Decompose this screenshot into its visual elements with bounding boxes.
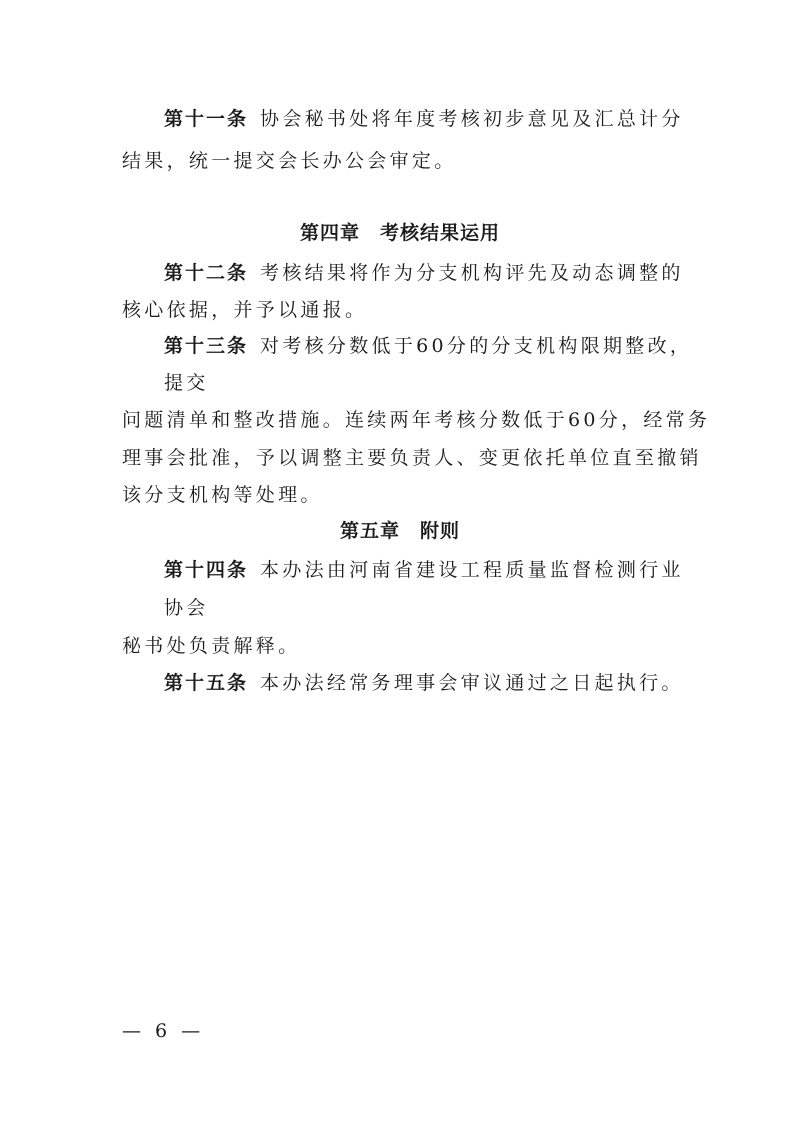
article-15-label: 第十五条: [164, 672, 249, 694]
article-13-line-2: [0, 365, 800, 401]
chapter-4-heading: [0, 215, 800, 251]
article-13-line-4: [0, 440, 800, 476]
article-11-line-1: [0, 101, 800, 137]
chapter-5-heading: [0, 513, 800, 549]
article-14-label: 第十四条: [164, 559, 249, 581]
article-13-text-1: 对考核分数低于60分的分支机构限期整改，: [260, 335, 693, 357]
article-12-line-1: [0, 255, 800, 291]
article-12-line-2: [0, 292, 800, 328]
article-14-line-2: [0, 590, 800, 626]
article-13-line-1: [0, 328, 800, 364]
article-15-line-1: [0, 665, 800, 701]
article-12-text-1: 考核结果将作为分支机构评先及动态调整的: [260, 262, 684, 284]
article-13-line-3: [0, 402, 800, 438]
chapter-4-title: 第四章 考核结果运用: [299, 222, 500, 244]
article-14-text-3: 秘书处负责解释。: [122, 635, 301, 657]
article-14-text-1: 本办法由河南省建设工程质量监督检测行业: [260, 559, 684, 581]
article-15-text-1: 本办法经常务理事会审议通过之日起执行。: [260, 672, 684, 694]
article-13-text-3: 问题清单和整改措施。连续两年考核分数低于60分，经常务: [122, 409, 711, 431]
article-11-text-1: 协会秘书处将年度考核初步意见及汇总计分: [260, 108, 684, 130]
article-11-text-2: 结果，统一提交会长办公会审定。: [122, 150, 457, 172]
chapter-5-title: 第五章 附则: [339, 520, 460, 542]
article-13-text-4: 理事会批准，予以调整主要负责人、变更依托单位直至撤销: [122, 447, 702, 469]
article-11-label: 第十一条: [164, 108, 249, 130]
article-12-text-2: 核心依据，并予以通报。: [122, 299, 368, 321]
article-14-line-1: [0, 552, 800, 588]
article-14-text-2: 协会: [164, 597, 209, 619]
article-13-text-2: 提交: [164, 372, 209, 394]
article-13-line-5: [0, 477, 800, 513]
article-12-label: 第十二条: [164, 262, 249, 284]
article-14-line-3: [0, 628, 800, 664]
page-number: — 6 —: [122, 1020, 205, 1042]
article-13-label: 第十三条: [164, 335, 249, 357]
article-11-line-2: [0, 143, 800, 179]
article-13-text-5: 该分支机构等处理。: [122, 484, 323, 506]
